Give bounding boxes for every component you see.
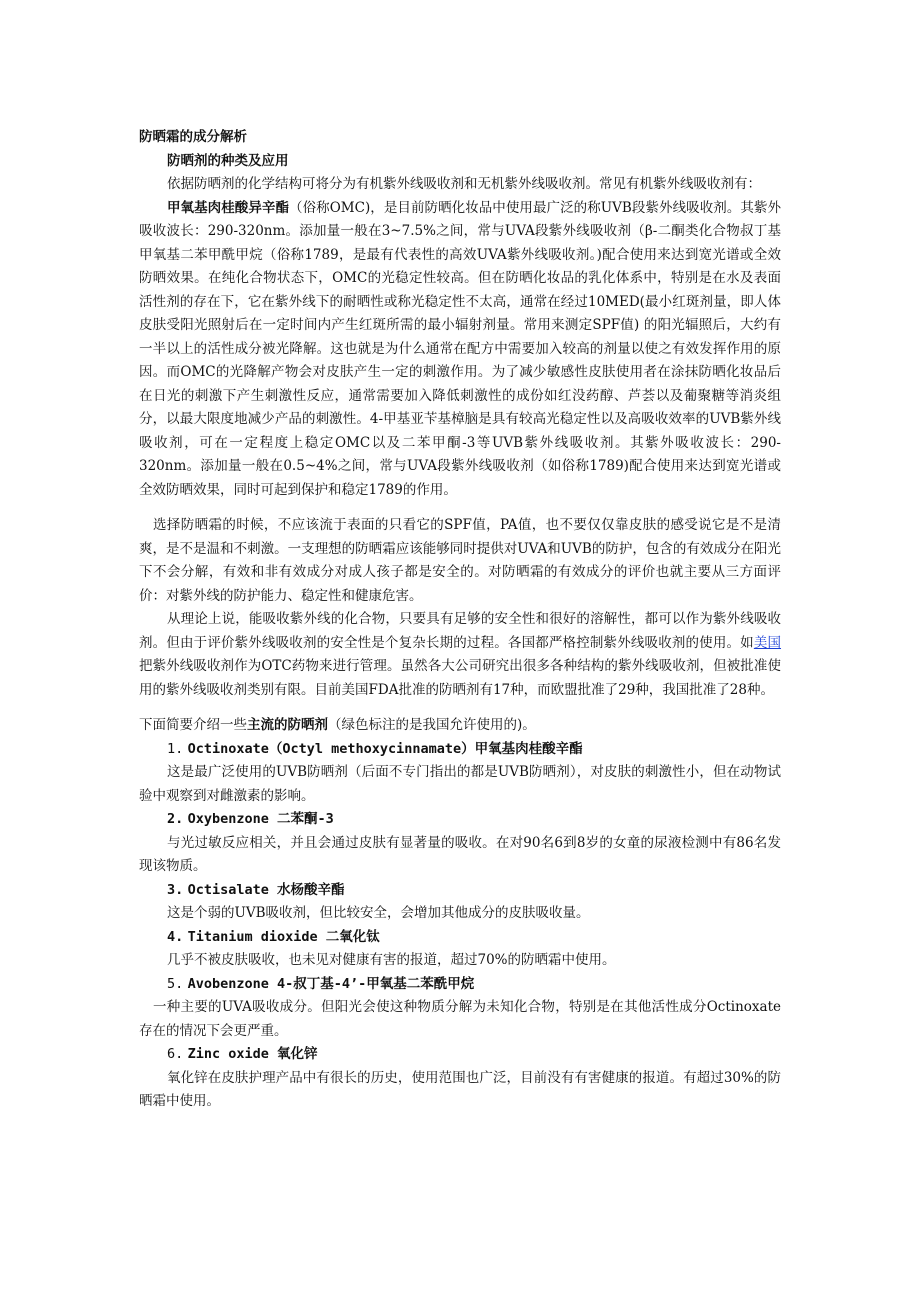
list-intro-bold: 主流的防晒剂 [247, 717, 328, 733]
omc-text: （俗称OMC)，是目前防晒化妆品中使用最广泛的称UVB段紫外线吸收剂。其紫外吸收波长：290-320nm。添加量一般在3~7.5%之间，常与UVA段紫外线吸收剂（β-二酮类化合物叔丁基甲氧基二苯甲酰甲烷（俗称1789，是最有代表性的高效UVA紫外线吸收剂。)配合使用来达到宽光谱或全效防晒效果。在纯化合物状态下，OMC的光稳定性较高。但在防晒化妆品的乳化体系中，特别是在水及表面活性剂的存在下，它在紫外线下的耐晒性或称光稳定性不太高，通常在经过10MED(最小红斑剂量，即人体皮肤受阳光照射后在一定时间内产生红斑所需的最小辐射剂量。常用来测定SPF值) 的阳光辐照后，大约有一半以上的活性成分被光降解。这也就是为什么通常在配方中需要加入较高的剂量以使之有效发挥作用的原因。而OMC的光降解产物会对皮肤产生一定的刺激作用。为了减少敏感性皮肤使用者在涂抹防晒化妆品后在日光的刺激下产生刺激性反应，通常需要加入降低刺激性的成份如红没药醇、芦荟以及葡聚糖等消炎组分，以最大限度地减少产品的刺激性。4-甲基亚苄基樟脑是具有较高光稳定性以及高吸收效率的UVB紫外线吸收剂，可在一定程度上稳定OMC以及二苯甲酮-3等UVB紫外线吸收剂。其紫外吸收波长：290-320nm。添加量一般在0.5~4%之间，常与UVA段紫外线吸收剂（如俗称1789)配合使用来达到宽光谱或全效防晒效果，同时可起到保护和稳定1789的作用。 [139, 199, 781, 498]
list-item-desc: 这是个弱的UVB吸收剂，但比较安全，会增加其他成分的皮肤吸收量。 [167, 905, 590, 921]
document-title: 防晒霜的成分解析 [139, 129, 247, 145]
regulation-text-b: 把紫外线吸收剂作为OTC药物来进行管理。虽然各大公司研究出很多各种结构的紫外线吸收剂，但被批准使用的紫外线吸收剂类别有限。目前美国FDA批准的防晒剂有17种，而欧盟批准了29种，我国批准了28种。 [139, 658, 781, 698]
intro-paragraph: 依据防晒剂的化学结构可将分为有机紫外线吸收剂和无机紫外线吸收剂。常见有机紫外线吸收剂有： [167, 176, 761, 192]
list-item-desc: 氧化锌在皮肤护理产品中有很长的历史，使用范围也广泛，目前没有有害健康的报道。有超过30%的防晒霜中使用。 [139, 1069, 781, 1109]
regulation-text-a: 从理论上说，能吸收紫外线的化合物，只要具有足够的安全性和很好的溶解性，都可以作为紫外线吸收剂。但由于评价紫外线吸收剂的安全性是个复杂长期的过程。各国都严格控制紫外线吸收剂的使用。如 [139, 611, 781, 651]
usa-link[interactable]: 美国 [753, 634, 782, 651]
list-item-desc: 几乎不被皮肤吸收，也未见对健康有害的报道，超过70%的防晒霜中使用。 [167, 952, 616, 968]
omc-paragraph [139, 197, 781, 503]
omc-name: 甲氧基肉桂酸异辛酯 [167, 199, 290, 216]
regulation-paragraph [139, 608, 781, 702]
selection-paragraph: 选择防晒霜的时候，不应该流于表面的只看它的SPF值，PA值，也不要仅仅靠皮肤的感受说它是不是清爽，是不是温和不刺激。一支理想的防晒霜应该能够同时提供对UVA和UVB的防护，包含的有效成分在阳光下不会分解，有效和非有效成分对成人孩子都是安全的。对防晒霜的有效成分的评价也就主要从三方面评价：对紫外线的防护能力、稳定性和健康危害。 [139, 517, 781, 604]
list-item-desc: 一种主要的UVA吸收成分。但阳光会使这种物质分解为未知化合物，特别是在其他活性成分Octinoxate存在的情况下会更严重。 [139, 999, 781, 1039]
section-heading: 防晒剂的种类及应用 [167, 152, 289, 169]
list-item-desc: 与光过敏反应相关，并且会通过皮肤有显著量的吸收。在对90名6到8岁的女童的尿液检测中有86名发现该物质。 [139, 834, 781, 874]
list-item-title: 6. Zinc oxide 氧化锌 [167, 1046, 318, 1062]
list-item-title: 4. Titanium dioxide 二氧化钛 [167, 928, 380, 945]
list-intro: 下面简要介绍一些主流的防晒剂（绿色标注的是我国允许使用的)。 [139, 717, 536, 733]
list-item-title: 5. Avobenzone 4-叔丁基-4’-甲氧基二苯酰甲烷 [167, 975, 475, 992]
list-item-title: 1. Octinoxate（Octyl methoxycinnamate）甲氧基肉桂酸辛酯 [167, 740, 583, 757]
list-item-desc: 这是最广泛使用的UVB防晒剂（后面不专门指出的都是UVB防晒剂），对皮肤的刺激性小，但在动物试验中观察到对雌激素的影响。 [139, 764, 781, 804]
list-item-title: 3. Octisalate 水杨酸辛酯 [167, 881, 345, 898]
list-item-title: 2. Oxybenzone 二苯酮-3 [167, 811, 334, 827]
document-body [139, 126, 781, 1114]
